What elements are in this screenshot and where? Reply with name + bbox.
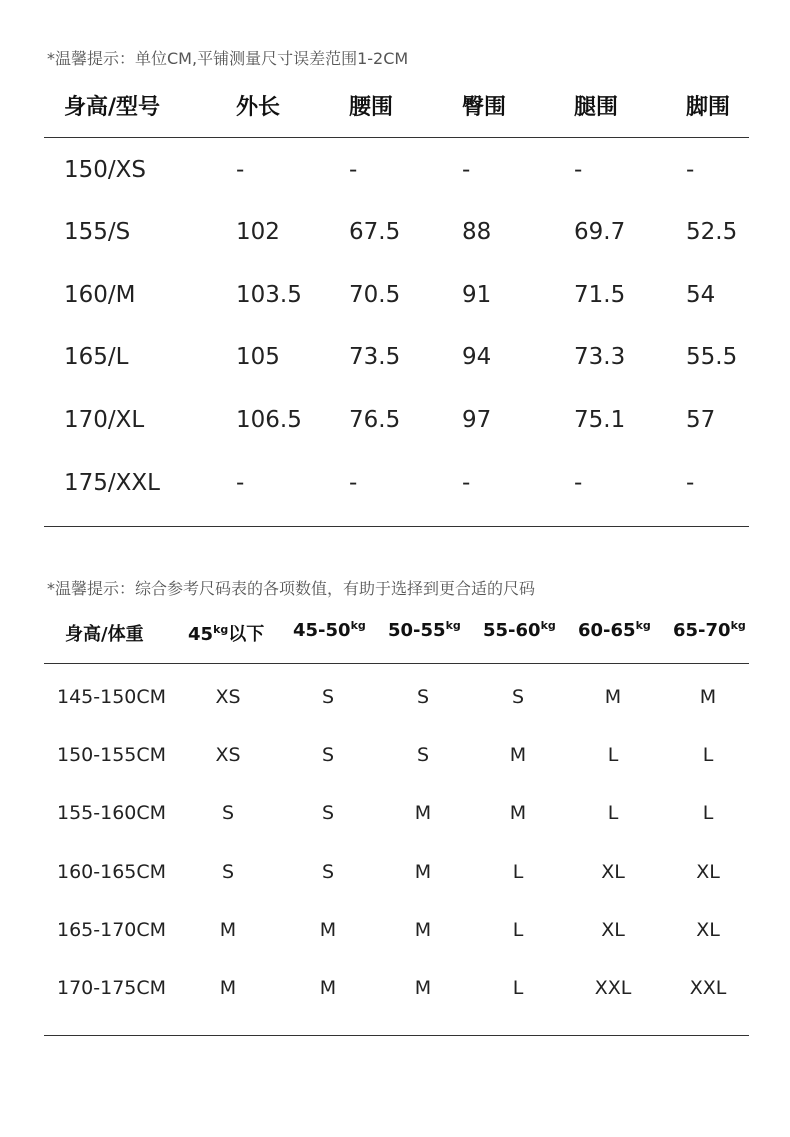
measurement-cell: -	[236, 157, 245, 183]
measurement-cell: 103.5	[236, 282, 302, 308]
size-label-cell: 175/XXL	[64, 470, 160, 496]
recommended-size-cell: L	[607, 802, 619, 824]
recommended-size-cell: S	[416, 686, 430, 708]
weight-header-4	[483, 620, 556, 641]
measurement-cell: -	[686, 157, 695, 183]
measurement-cell: 54	[686, 282, 716, 308]
measurement-cell: -	[462, 157, 471, 183]
height-range-cell: 145-150CM	[57, 686, 167, 708]
measurement-cell: 76.5	[349, 407, 401, 433]
measurement-cell: 70.5	[349, 282, 401, 308]
size-label-cell: 155/S	[64, 219, 131, 245]
recommended-size-cell: M	[219, 919, 237, 941]
recommended-size-cell: M	[414, 919, 432, 941]
recommended-size-cell: L	[702, 744, 714, 766]
table2-header-divider	[44, 663, 749, 664]
weight-header-3	[388, 620, 461, 641]
kg-unit: kg	[540, 619, 556, 632]
measurement-cell: -	[574, 470, 583, 496]
height-range-cell: 170-175CM	[57, 977, 167, 999]
weight-header-5	[578, 620, 651, 641]
kg-unit: kg	[445, 619, 461, 632]
weight-range: 60-65	[578, 620, 636, 641]
recommended-size-cell: S	[416, 744, 430, 766]
measurement-cell: 97	[462, 407, 492, 433]
kg-unit: kg	[350, 619, 366, 632]
recommended-size-cell: M	[319, 919, 337, 941]
weight-range: 55-60	[483, 620, 541, 641]
recommended-size-cell: L	[512, 861, 524, 883]
weight-header-2	[293, 620, 366, 641]
recommended-size-cell: S	[511, 686, 525, 708]
header-waist: 腰围	[349, 95, 394, 120]
recommended-size-cell: M	[699, 686, 717, 708]
measurement-cell: 73.3	[574, 344, 626, 370]
weight-range: 65-70	[673, 620, 731, 641]
measurement-cell: -	[349, 157, 358, 183]
measurement-cell: -	[462, 470, 471, 496]
height-range-cell: 160-165CM	[57, 861, 167, 883]
height-range-cell: 150-155CM	[57, 744, 167, 766]
recommended-size-cell: M	[414, 802, 432, 824]
size-label-cell: 150/XS	[64, 157, 147, 183]
weight-range: 45	[188, 624, 214, 645]
header-length: 外长	[236, 95, 281, 120]
kg-unit: kg	[213, 623, 229, 636]
measurement-cell: -	[574, 157, 583, 183]
size-label-cell: 170/XL	[64, 407, 145, 433]
measurement-cell: 57	[686, 407, 716, 433]
measurement-cell: 52.5	[686, 219, 738, 245]
reference-note: *温馨提示：综合参考尺码表的各项数值，有助于选择到更合适的尺码	[47, 579, 536, 598]
recommended-size-cell: M	[604, 686, 622, 708]
recommended-size-cell: L	[512, 977, 524, 999]
recommended-size-cell: S	[221, 802, 235, 824]
recommended-size-cell: S	[321, 686, 335, 708]
size-note: *温馨提示：单位CM,平铺测量尺寸误差范围1-2CM	[47, 49, 409, 68]
measurement-cell: 91	[462, 282, 492, 308]
table1-header-divider	[44, 137, 749, 138]
header-hip: 臀围	[462, 95, 507, 120]
header-height-size: 身高/型号	[64, 95, 161, 120]
recommended-size-cell: L	[512, 919, 524, 941]
recommended-size-cell: S	[321, 802, 335, 824]
measurement-cell: 94	[462, 344, 492, 370]
recommended-size-cell: XXL	[689, 977, 727, 999]
measurement-cell: 105	[236, 344, 280, 370]
recommended-size-cell: M	[509, 802, 527, 824]
measurement-cell: 75.1	[574, 407, 626, 433]
table1-bottom-divider	[44, 526, 749, 527]
recommended-size-cell: S	[321, 744, 335, 766]
measurement-cell: 73.5	[349, 344, 401, 370]
weight-header-1	[188, 620, 264, 646]
size-label-cell: 165/L	[64, 344, 129, 370]
measurement-cell: -	[686, 470, 695, 496]
recommended-size-cell: M	[414, 861, 432, 883]
measurement-cell: 69.7	[574, 219, 626, 245]
recommended-size-cell: XL	[696, 861, 720, 883]
recommended-size-cell: M	[509, 744, 527, 766]
size-label-cell: 160/M	[64, 282, 136, 308]
recommended-size-cell: XL	[696, 919, 720, 941]
kg-unit: kg	[635, 619, 651, 632]
recommended-size-cell: L	[702, 802, 714, 824]
measurement-cell: 106.5	[236, 407, 302, 433]
measurement-cell: 88	[462, 219, 492, 245]
recommended-size-cell: M	[319, 977, 337, 999]
header-hem: 脚围	[686, 95, 731, 120]
kg-unit: kg	[730, 619, 746, 632]
table2-bottom-divider	[44, 1035, 749, 1036]
recommended-size-cell: XL	[601, 861, 625, 883]
height-range-cell: 165-170CM	[57, 919, 167, 941]
weight-header-6	[673, 620, 746, 641]
header-height-weight: 身高/体重	[65, 624, 144, 645]
measurement-cell: 67.5	[349, 219, 401, 245]
recommended-size-cell: M	[219, 977, 237, 999]
height-range-cell: 155-160CM	[57, 802, 167, 824]
measurement-cell: 55.5	[686, 344, 738, 370]
recommended-size-cell: XS	[215, 686, 241, 708]
weight-range: 45-50	[293, 620, 351, 641]
recommended-size-cell: XL	[601, 919, 625, 941]
recommended-size-cell: XXL	[594, 977, 632, 999]
weight-suffix: 以下	[228, 624, 265, 645]
measurement-cell: -	[236, 470, 245, 496]
recommended-size-cell: XS	[215, 744, 241, 766]
measurement-cell: 71.5	[574, 282, 626, 308]
header-thigh: 腿围	[574, 95, 619, 120]
measurement-cell: 102	[236, 219, 280, 245]
recommended-size-cell: M	[414, 977, 432, 999]
recommended-size-cell: L	[607, 744, 619, 766]
recommended-size-cell: S	[221, 861, 235, 883]
measurement-cell: -	[349, 470, 358, 496]
recommended-size-cell: S	[321, 861, 335, 883]
weight-range: 50-55	[388, 620, 446, 641]
